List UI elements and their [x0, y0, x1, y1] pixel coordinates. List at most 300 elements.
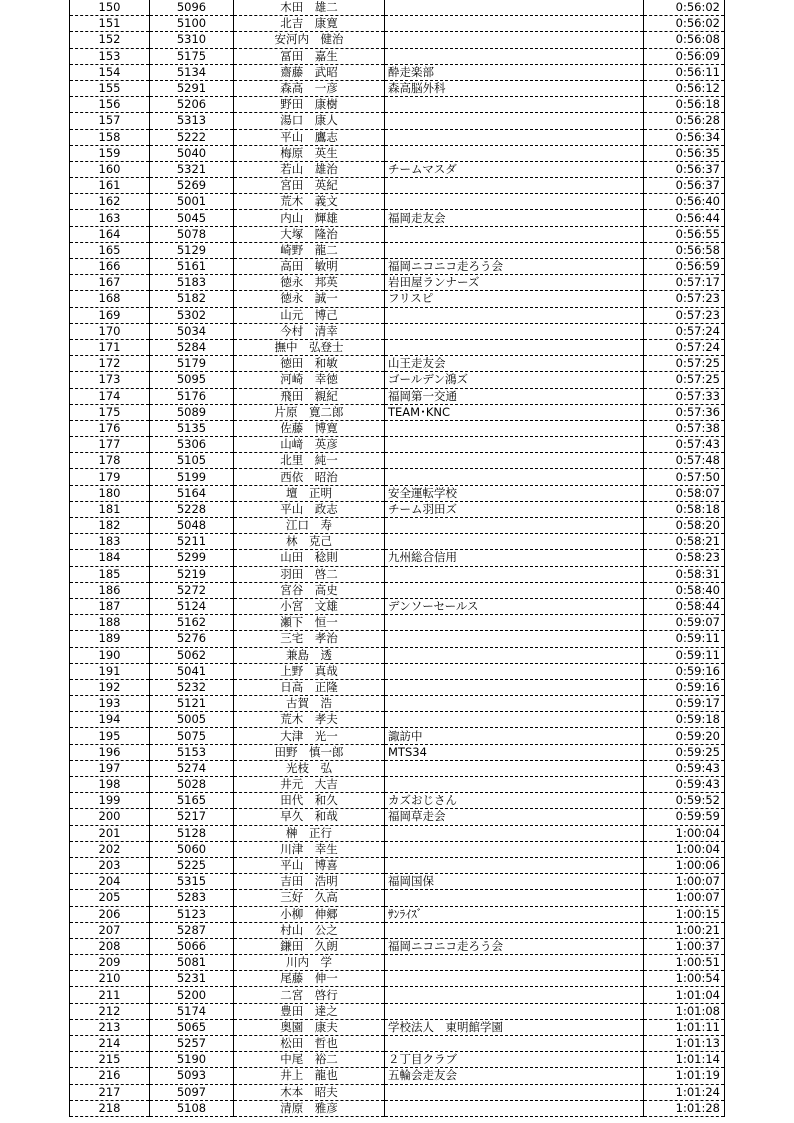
team-cell — [385, 857, 644, 873]
team-cell — [385, 615, 644, 631]
rank-cell: 198 — [70, 777, 150, 793]
team-cell — [385, 226, 644, 242]
table-row — [70, 161, 725, 177]
bib-cell: 5129 — [150, 242, 234, 258]
results-table — [69, 0, 725, 1117]
rank-cell: 193 — [70, 696, 150, 712]
bib-cell: 5034 — [150, 323, 234, 339]
time-cell: 1:00:51 — [644, 955, 725, 971]
table-row — [70, 922, 725, 938]
time-cell: 0:59:20 — [644, 728, 725, 744]
bib-cell: 5313 — [150, 113, 234, 129]
team-cell: カズおじさん — [385, 793, 644, 809]
team-cell — [385, 696, 644, 712]
rank-cell: 184 — [70, 550, 150, 566]
bib-cell: 5066 — [150, 938, 234, 954]
team-cell — [385, 339, 644, 355]
table-row — [70, 582, 725, 598]
team-cell — [385, 679, 644, 695]
team-cell — [385, 890, 644, 906]
bib-cell: 5315 — [150, 874, 234, 890]
team-cell — [385, 566, 644, 582]
table-row — [70, 615, 725, 631]
table-row — [70, 679, 725, 695]
bib-cell: 5199 — [150, 469, 234, 485]
time-cell: 0:59:07 — [644, 615, 725, 631]
name-cell: 河崎 幸徳 — [234, 372, 385, 388]
team-cell: 福岡ニコニコ走ろう会 — [385, 259, 644, 275]
table-row — [70, 598, 725, 614]
name-cell: 兼島 透 — [234, 647, 385, 663]
team-cell: 福岡国保 — [385, 874, 644, 890]
bib-cell: 5162 — [150, 615, 234, 631]
bib-cell: 5096 — [150, 0, 234, 16]
team-cell: TEAM･KNC — [385, 404, 644, 420]
name-cell: 荒木 義文 — [234, 194, 385, 210]
time-cell: 0:57:23 — [644, 291, 725, 307]
rank-cell: 160 — [70, 161, 150, 177]
rank-cell: 202 — [70, 841, 150, 857]
rank-cell: 169 — [70, 307, 150, 323]
team-cell — [385, 0, 644, 16]
rank-cell: 150 — [70, 0, 150, 16]
name-cell: 野田 康樹 — [234, 97, 385, 113]
rank-cell: 174 — [70, 388, 150, 404]
rank-cell: 173 — [70, 372, 150, 388]
bib-cell: 5005 — [150, 712, 234, 728]
team-cell — [385, 453, 644, 469]
bib-cell: 5045 — [150, 210, 234, 226]
team-cell — [385, 437, 644, 453]
time-cell: 0:56:58 — [644, 242, 725, 258]
bib-cell: 5001 — [150, 194, 234, 210]
bib-cell: 5062 — [150, 647, 234, 663]
bib-cell: 5269 — [150, 178, 234, 194]
name-cell: 平山 博喜 — [234, 857, 385, 873]
time-cell: 1:00:04 — [644, 841, 725, 857]
name-cell: 大塚 隆治 — [234, 226, 385, 242]
name-cell: 奥園 康夫 — [234, 1019, 385, 1035]
team-cell: 学校法人 東明館学園 — [385, 1019, 644, 1035]
name-cell: 瀬下 恒一 — [234, 615, 385, 631]
name-cell: 佐藤 博寛 — [234, 420, 385, 436]
table-row — [70, 307, 725, 323]
table-row — [70, 469, 725, 485]
rank-cell: 159 — [70, 145, 150, 161]
time-cell: 0:59:59 — [644, 809, 725, 825]
rank-cell: 152 — [70, 32, 150, 48]
team-cell — [385, 663, 644, 679]
bib-cell: 5164 — [150, 485, 234, 501]
rank-cell: 188 — [70, 615, 150, 631]
table-row — [70, 874, 725, 890]
time-cell: 0:56:02 — [644, 0, 725, 16]
time-cell: 0:56:18 — [644, 97, 725, 113]
table-row — [70, 129, 725, 145]
rank-cell: 207 — [70, 922, 150, 938]
name-cell: 山﨑 英彦 — [234, 437, 385, 453]
table-row — [70, 113, 725, 129]
team-cell — [385, 825, 644, 841]
rank-cell: 190 — [70, 647, 150, 663]
bib-cell: 5211 — [150, 534, 234, 550]
team-cell — [385, 469, 644, 485]
bib-cell: 5060 — [150, 841, 234, 857]
time-cell: 0:58:40 — [644, 582, 725, 598]
time-cell: 0:58:21 — [644, 534, 725, 550]
table-row — [70, 647, 725, 663]
name-cell: 大津 光一 — [234, 728, 385, 744]
bib-cell: 5093 — [150, 1068, 234, 1084]
bib-cell: 5287 — [150, 922, 234, 938]
rank-cell: 164 — [70, 226, 150, 242]
team-cell — [385, 323, 644, 339]
time-cell: 0:56:40 — [644, 194, 725, 210]
bib-cell: 5165 — [150, 793, 234, 809]
rank-cell: 157 — [70, 113, 150, 129]
rank-cell: 167 — [70, 275, 150, 291]
bib-cell: 5272 — [150, 582, 234, 598]
name-cell: 川津 幸生 — [234, 841, 385, 857]
table-row — [70, 372, 725, 388]
rank-cell: 170 — [70, 323, 150, 339]
time-cell: 0:57:33 — [644, 388, 725, 404]
name-cell: 古賀 浩 — [234, 696, 385, 712]
rank-cell: 217 — [70, 1084, 150, 1100]
bib-cell: 5121 — [150, 696, 234, 712]
table-row — [70, 987, 725, 1003]
name-cell: 二宮 啓行 — [234, 987, 385, 1003]
bib-cell: 5089 — [150, 404, 234, 420]
name-cell: 宮谷 高史 — [234, 582, 385, 598]
table-row — [70, 890, 725, 906]
table-row — [70, 1036, 725, 1052]
rank-cell: 197 — [70, 760, 150, 776]
name-cell: 木本 昭夫 — [234, 1084, 385, 1100]
time-cell: 0:59:52 — [644, 793, 725, 809]
rank-cell: 194 — [70, 712, 150, 728]
name-cell: 冨田 嘉生 — [234, 48, 385, 64]
team-cell: 九州総合信用 — [385, 550, 644, 566]
name-cell: 光枝 弘 — [234, 760, 385, 776]
time-cell: 0:58:31 — [644, 566, 725, 582]
rank-cell: 212 — [70, 1003, 150, 1019]
name-cell: 内山 輝雄 — [234, 210, 385, 226]
table-row — [70, 356, 725, 372]
team-cell: 福岡第一交通 — [385, 388, 644, 404]
time-cell: 1:00:06 — [644, 857, 725, 873]
time-cell: 0:56:09 — [644, 48, 725, 64]
name-cell: 齋藤 武昭 — [234, 64, 385, 80]
name-cell: 上野 真哉 — [234, 663, 385, 679]
name-cell: 小宮 文雄 — [234, 598, 385, 614]
name-cell: 北吉 康寛 — [234, 16, 385, 32]
bib-cell: 5206 — [150, 97, 234, 113]
table-row — [70, 16, 725, 32]
time-cell: 0:56:12 — [644, 80, 725, 96]
team-cell: ｻﾝﾗｲｽﾞ — [385, 906, 644, 922]
name-cell: 片原 寛二郎 — [234, 404, 385, 420]
rank-cell: 192 — [70, 679, 150, 695]
time-cell: 0:57:48 — [644, 453, 725, 469]
time-cell: 0:56:11 — [644, 64, 725, 80]
name-cell: 平山 鷹志 — [234, 129, 385, 145]
bib-cell: 5321 — [150, 161, 234, 177]
name-cell: 山田 稔則 — [234, 550, 385, 566]
bib-cell: 5299 — [150, 550, 234, 566]
table-row — [70, 744, 725, 760]
rank-cell: 179 — [70, 469, 150, 485]
name-cell: 飛田 親紀 — [234, 388, 385, 404]
bib-cell: 5108 — [150, 1100, 234, 1116]
time-cell: 0:56:35 — [644, 145, 725, 161]
team-cell: 福岡草走会 — [385, 809, 644, 825]
team-cell — [385, 518, 644, 534]
table-row — [70, 64, 725, 80]
name-cell: 今村 清幸 — [234, 323, 385, 339]
bib-cell: 5097 — [150, 1084, 234, 1100]
time-cell: 0:56:37 — [644, 178, 725, 194]
bib-cell: 5065 — [150, 1019, 234, 1035]
table-row — [70, 696, 725, 712]
team-cell — [385, 242, 644, 258]
table-row — [70, 809, 725, 825]
rank-cell: 201 — [70, 825, 150, 841]
name-cell: 日高 正隆 — [234, 679, 385, 695]
table-row — [70, 323, 725, 339]
team-cell — [385, 712, 644, 728]
table-row — [70, 793, 725, 809]
name-cell: 撫中 弘登士 — [234, 339, 385, 355]
bib-cell: 5028 — [150, 777, 234, 793]
name-cell: 徳永 誠一 — [234, 291, 385, 307]
bib-cell: 5190 — [150, 1052, 234, 1068]
time-cell: 1:00:04 — [644, 825, 725, 841]
bib-cell: 5179 — [150, 356, 234, 372]
name-cell: 田代 和久 — [234, 793, 385, 809]
time-cell: 1:00:54 — [644, 971, 725, 987]
team-cell — [385, 307, 644, 323]
table-row — [70, 566, 725, 582]
name-cell: 井元 大吉 — [234, 777, 385, 793]
name-cell: 田野 慎一郎 — [234, 744, 385, 760]
table-row — [70, 210, 725, 226]
time-cell: 1:00:15 — [644, 906, 725, 922]
table-row — [70, 194, 725, 210]
rank-cell: 180 — [70, 485, 150, 501]
team-cell — [385, 534, 644, 550]
name-cell: 井上 龍也 — [234, 1068, 385, 1084]
rank-cell: 165 — [70, 242, 150, 258]
table-row — [70, 906, 725, 922]
name-cell: 三好 久高 — [234, 890, 385, 906]
team-cell: チームマスダ — [385, 161, 644, 177]
table-row — [70, 938, 725, 954]
table-row — [70, 242, 725, 258]
table-row — [70, 339, 725, 355]
results-body — [70, 0, 725, 1116]
name-cell: 湯口 康人 — [234, 113, 385, 129]
team-cell — [385, 420, 644, 436]
name-cell: 北里 純一 — [234, 453, 385, 469]
rank-cell: 163 — [70, 210, 150, 226]
table-row — [70, 1052, 725, 1068]
name-cell: 早久 和哉 — [234, 809, 385, 825]
table-row — [70, 1019, 725, 1035]
time-cell: 1:01:19 — [644, 1068, 725, 1084]
bib-cell: 5176 — [150, 388, 234, 404]
table-row — [70, 485, 725, 501]
bib-cell: 5306 — [150, 437, 234, 453]
table-row — [70, 437, 725, 453]
team-cell — [385, 145, 644, 161]
team-cell — [385, 48, 644, 64]
time-cell: 0:57:25 — [644, 372, 725, 388]
bib-cell: 5078 — [150, 226, 234, 242]
bib-cell: 5222 — [150, 129, 234, 145]
name-cell: 安河内 健治 — [234, 32, 385, 48]
time-cell: 0:59:43 — [644, 760, 725, 776]
name-cell: 梅原 英生 — [234, 145, 385, 161]
rank-cell: 176 — [70, 420, 150, 436]
team-cell: 酔走楽部 — [385, 64, 644, 80]
rank-cell: 218 — [70, 1100, 150, 1116]
time-cell: 0:59:43 — [644, 777, 725, 793]
bib-cell: 5310 — [150, 32, 234, 48]
bib-cell: 5200 — [150, 987, 234, 1003]
table-row — [70, 857, 725, 873]
bib-cell: 5161 — [150, 259, 234, 275]
rank-cell: 214 — [70, 1036, 150, 1052]
table-row — [70, 534, 725, 550]
name-cell: 壇 正明 — [234, 485, 385, 501]
rank-cell: 156 — [70, 97, 150, 113]
rank-cell: 151 — [70, 16, 150, 32]
table-row — [70, 48, 725, 64]
rank-cell: 195 — [70, 728, 150, 744]
team-cell: デンソーセールス — [385, 598, 644, 614]
bib-cell: 5283 — [150, 890, 234, 906]
name-cell: 若山 雄治 — [234, 161, 385, 177]
team-cell: 森高脳外科 — [385, 80, 644, 96]
time-cell: 0:59:16 — [644, 663, 725, 679]
table-row — [70, 955, 725, 971]
name-cell: 徳田 和敏 — [234, 356, 385, 372]
name-cell: 三宅 孝治 — [234, 631, 385, 647]
time-cell: 0:59:17 — [644, 696, 725, 712]
time-cell: 0:56:59 — [644, 259, 725, 275]
team-cell — [385, 1036, 644, 1052]
table-row — [70, 420, 725, 436]
team-cell: 山王走友会 — [385, 356, 644, 372]
table-row — [70, 1068, 725, 1084]
bib-cell: 5124 — [150, 598, 234, 614]
team-cell — [385, 971, 644, 987]
team-cell — [385, 1100, 644, 1116]
team-cell — [385, 194, 644, 210]
time-cell: 1:00:07 — [644, 890, 725, 906]
rank-cell: 168 — [70, 291, 150, 307]
time-cell: 0:56:44 — [644, 210, 725, 226]
time-cell: 0:59:11 — [644, 631, 725, 647]
time-cell: 0:56:55 — [644, 226, 725, 242]
team-cell — [385, 32, 644, 48]
table-row — [70, 275, 725, 291]
bib-cell: 5095 — [150, 372, 234, 388]
time-cell: 0:57:38 — [644, 420, 725, 436]
team-cell — [385, 955, 644, 971]
rank-cell: 154 — [70, 64, 150, 80]
time-cell: 0:59:16 — [644, 679, 725, 695]
bib-cell: 5175 — [150, 48, 234, 64]
bib-cell: 5100 — [150, 16, 234, 32]
table-row — [70, 501, 725, 517]
table-row — [70, 178, 725, 194]
time-cell: 0:57:25 — [644, 356, 725, 372]
team-cell — [385, 987, 644, 1003]
name-cell: 尾藤 伸一 — [234, 971, 385, 987]
rank-cell: 175 — [70, 404, 150, 420]
rank-cell: 155 — [70, 80, 150, 96]
rank-cell: 158 — [70, 129, 150, 145]
table-row — [70, 145, 725, 161]
name-cell: 山元 博己 — [234, 307, 385, 323]
team-cell — [385, 647, 644, 663]
rank-cell: 216 — [70, 1068, 150, 1084]
rank-cell: 171 — [70, 339, 150, 355]
bib-cell: 5174 — [150, 1003, 234, 1019]
bib-cell: 5219 — [150, 566, 234, 582]
time-cell: 1:01:28 — [644, 1100, 725, 1116]
time-cell: 1:01:13 — [644, 1036, 725, 1052]
bib-cell: 5284 — [150, 339, 234, 355]
table-row — [70, 1003, 725, 1019]
time-cell: 0:59:25 — [644, 744, 725, 760]
time-cell: 0:56:02 — [644, 16, 725, 32]
table-row — [70, 518, 725, 534]
name-cell: 川内 学 — [234, 955, 385, 971]
bib-cell: 5257 — [150, 1036, 234, 1052]
rank-cell: 211 — [70, 987, 150, 1003]
bib-cell: 5183 — [150, 275, 234, 291]
name-cell: 清原 雅彦 — [234, 1100, 385, 1116]
table-row — [70, 80, 725, 96]
rank-cell: 199 — [70, 793, 150, 809]
name-cell: 宮田 英紀 — [234, 178, 385, 194]
rank-cell: 208 — [70, 938, 150, 954]
table-row — [70, 1084, 725, 1100]
name-cell: 松田 哲也 — [234, 1036, 385, 1052]
table-row — [70, 760, 725, 776]
rank-cell: 161 — [70, 178, 150, 194]
time-cell: 0:56:28 — [644, 113, 725, 129]
bib-cell: 5048 — [150, 518, 234, 534]
time-cell: 1:00:37 — [644, 938, 725, 954]
rank-cell: 204 — [70, 874, 150, 890]
time-cell: 0:57:50 — [644, 469, 725, 485]
name-cell: 豊田 達之 — [234, 1003, 385, 1019]
name-cell: 羽田 啓二 — [234, 566, 385, 582]
team-cell — [385, 16, 644, 32]
name-cell: 森高 一彦 — [234, 80, 385, 96]
table-row — [70, 825, 725, 841]
team-cell: MTS34 — [385, 744, 644, 760]
time-cell: 0:59:18 — [644, 712, 725, 728]
rank-cell: 162 — [70, 194, 150, 210]
time-cell: 1:01:14 — [644, 1052, 725, 1068]
rank-cell: 189 — [70, 631, 150, 647]
bib-cell: 5123 — [150, 906, 234, 922]
